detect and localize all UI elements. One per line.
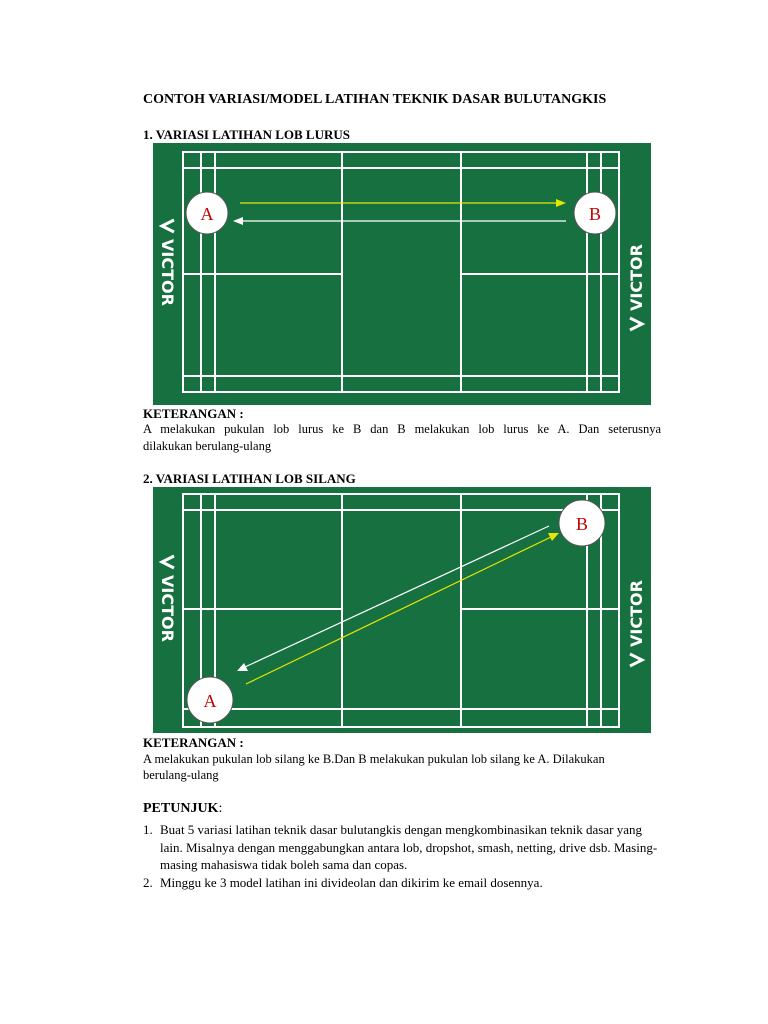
section2-heading: 2. VARIASI LATIHAN LOB SILANG — [143, 471, 356, 486]
victor-v-logo-icon — [627, 244, 646, 330]
section1-keterangan-line2: dilakukan berulang-ulang — [143, 439, 272, 453]
svg-text:VICTOR: VICTOR — [627, 580, 646, 647]
player-a-marker — [187, 677, 233, 723]
victor-v-logo-icon — [158, 556, 177, 642]
section1-heading: 1. VARIASI LATIHAN LOB LURUS — [143, 127, 350, 142]
svg-text:VICTOR: VICTOR — [158, 239, 177, 306]
player-a-marker — [186, 192, 228, 234]
section2-keterangan-line2: berulang-ulang — [143, 768, 219, 782]
victor-v-logo-icon — [627, 580, 646, 666]
petunjuk-label: PETUNJUK — [143, 801, 219, 816]
player-b-marker — [574, 192, 616, 234]
petunjuk-list — [143, 821, 663, 891]
list-item-number: 2. — [143, 874, 153, 890]
victor-v-logo-icon — [158, 220, 177, 306]
court-svg — [153, 487, 651, 733]
section2-keterangan-label: KETERANGAN : — [143, 735, 244, 750]
list-item-text: Buat 5 variasi latihan teknik dasar bulutangkis dengan mengkombinasikan teknik dasar yang lain. Misalnya dengan menggabungkan antara lob, dropshot, smash, netting, drive dsb. Masing-masing mahasiswa tidak boleh sama dan copas. — [160, 822, 658, 872]
court-lines — [183, 152, 619, 392]
section1-keterangan-label: KETERANGAN : — [143, 406, 244, 421]
petunjuk-heading — [143, 801, 222, 817]
court-diagram-lob-lurus — [153, 143, 651, 405]
svg-text:VICTOR: VICTOR — [627, 244, 646, 311]
white-arrow-b-to-a — [245, 526, 549, 667]
section1-keterangan-line1: A melakukan pukulan lob lurus ke B dan B melakukan lob lurus ke A. Dan seterusnya — [143, 422, 661, 436]
page-title: CONTOH VARIASI/MODEL LATIHAN TEKNIK DASAR BULUTANGKIS — [143, 92, 607, 107]
svg-text:B: B — [575, 514, 589, 534]
list-item-number: 1. — [143, 822, 153, 837]
svg-text:A: A — [203, 691, 217, 711]
svg-text:VICTOR: VICTOR — [158, 575, 177, 642]
court-svg — [153, 143, 651, 405]
list-item — [143, 821, 663, 874]
list-item-text: Minggu ke 3 model latihan ini divideolan dan dikirim ke email dosennya. — [160, 874, 543, 890]
yellow-arrow-a-to-b — [246, 537, 551, 684]
court-diagram-lob-silang — [153, 487, 651, 733]
svg-text:B: B — [588, 204, 602, 224]
section2-keterangan-line1: A melakukan pukulan lob silang ke B.Dan B melakukan pukulan lob silang ke A. Dilakukan — [143, 752, 605, 766]
petunjuk-colon: : — [218, 801, 223, 816]
svg-text:A: A — [200, 204, 214, 224]
court-lines — [183, 494, 619, 727]
player-b-marker — [559, 500, 605, 546]
white-arrowhead — [233, 217, 243, 225]
list-item — [143, 874, 663, 892]
yellow-arrowhead — [556, 199, 566, 207]
